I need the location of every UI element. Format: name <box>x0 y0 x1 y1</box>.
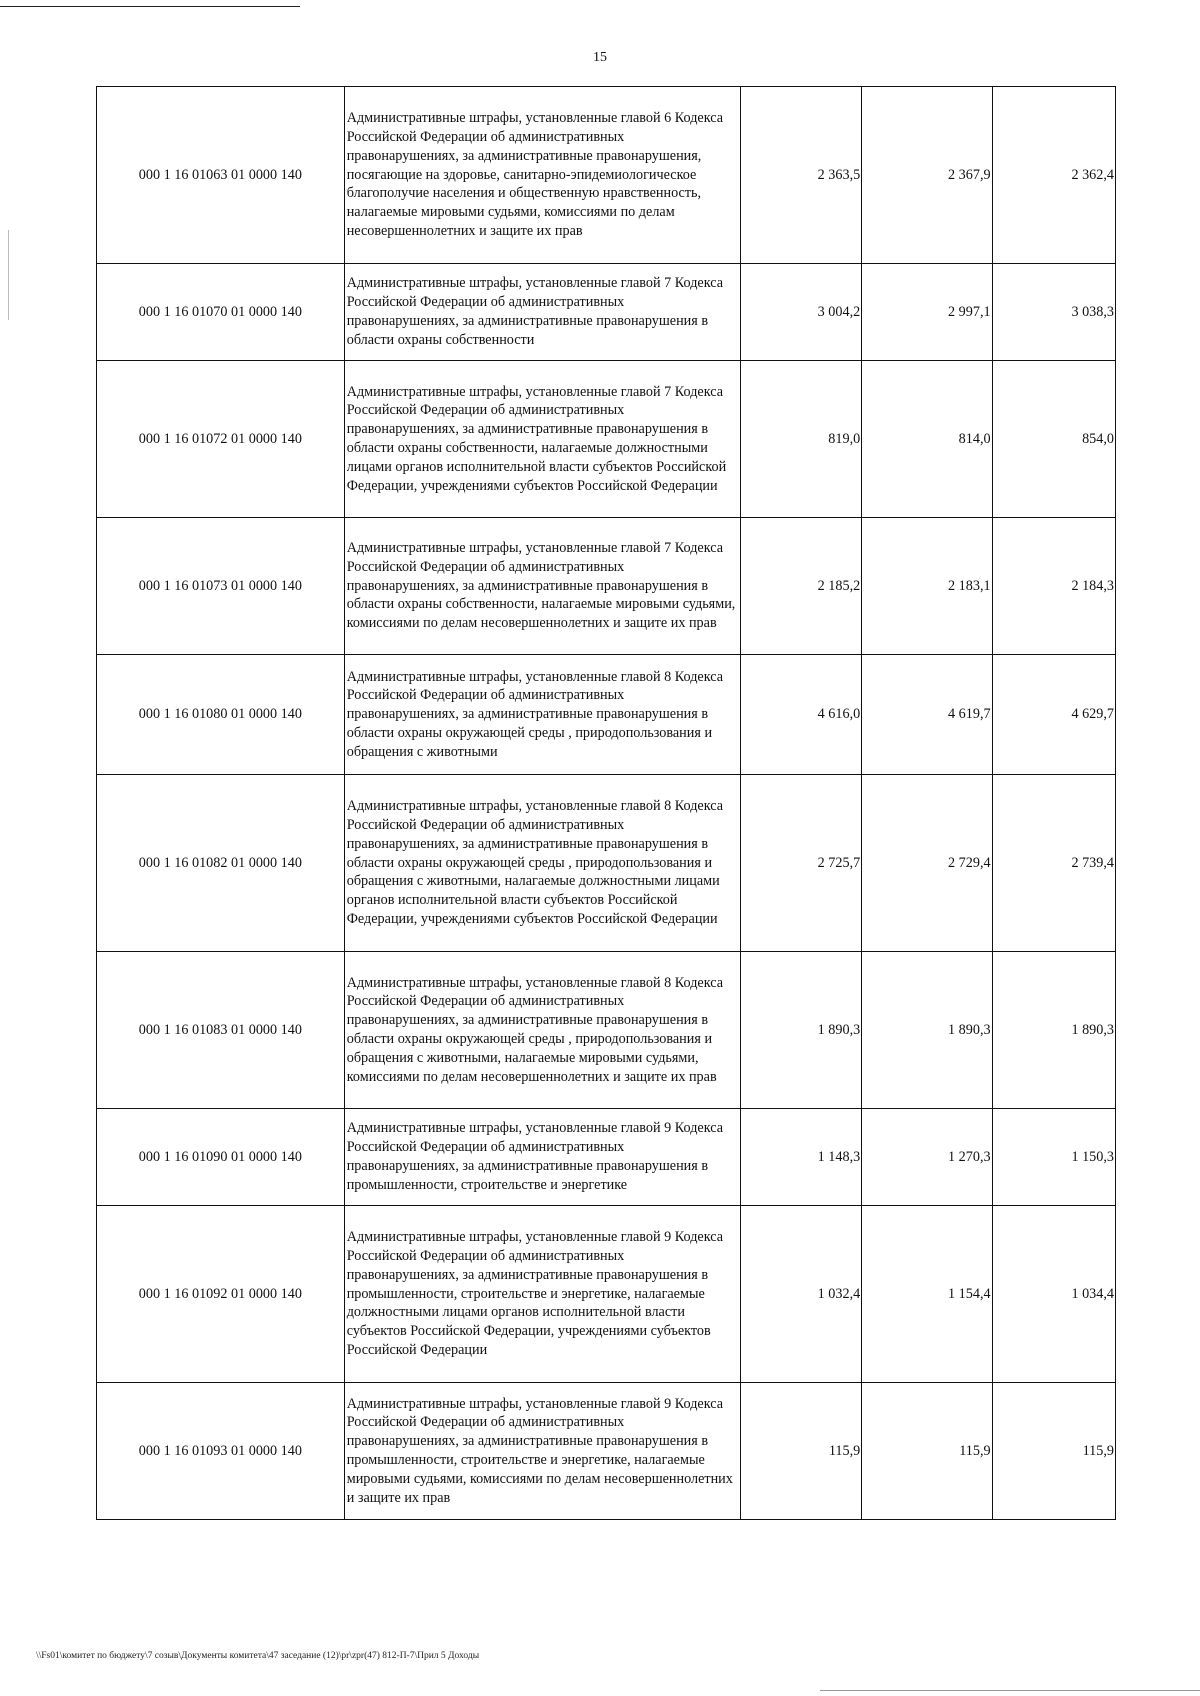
value-cell-3: 1 150,3 <box>992 1109 1115 1206</box>
value-cell-3: 1 890,3 <box>992 952 1115 1109</box>
budget-code-cell: 000 1 16 01093 01 0000 140 <box>97 1383 345 1520</box>
table-row <box>97 1109 1116 1206</box>
value-cell-3: 4 629,7 <box>992 655 1115 775</box>
budget-code-cell: 000 1 16 01073 01 0000 140 <box>97 518 345 655</box>
value-cell-1: 4 616,0 <box>740 655 861 775</box>
description-cell: Административные штрафы, установленные главой 8 Кодекса Российской Федерации об административных правонарушениях, за административные правонарушения в области охраны окружающей среды , природопользования и обращения с животными, налагаемые должностными лицами органов исполнительной власти субъектов Российской Федерации, учреждениями субъектов Российской Федерации <box>344 775 740 952</box>
budget-code-cell: 000 1 16 01072 01 0000 140 <box>97 361 345 518</box>
budget-code-cell: 000 1 16 01063 01 0000 140 <box>97 87 345 264</box>
scan-artifact-line <box>8 230 9 320</box>
value-cell-2: 4 619,7 <box>862 655 992 775</box>
budget-code-cell: 000 1 16 01092 01 0000 140 <box>97 1206 345 1383</box>
value-cell-2: 1 270,3 <box>862 1109 992 1206</box>
budget-code-cell: 000 1 16 01090 01 0000 140 <box>97 1109 345 1206</box>
value-cell-1: 1 032,4 <box>740 1206 861 1383</box>
scan-artifact-line <box>0 6 300 7</box>
footer-file-path: \\Fs01\комитет по бюджету\7 созыв\Документы комитета\47 заседание (12)\pr\zpr(47) 812-П-7\Прил 5 Доходы <box>36 1651 480 1661</box>
budget-code-cell: 000 1 16 01080 01 0000 140 <box>97 655 345 775</box>
budget-code-cell: 000 1 16 01082 01 0000 140 <box>97 775 345 952</box>
description-cell: Административные штрафы, установленные главой 8 Кодекса Российской Федерации об административных правонарушениях, за административные правонарушения в области охраны окружающей среды , природопользования и обращения с животными <box>344 655 740 775</box>
table-row <box>97 361 1116 518</box>
table-row <box>97 518 1116 655</box>
description-cell: Административные штрафы, установленные главой 9 Кодекса Российской Федерации об административных правонарушениях, за административные правонарушения в промышленности, строительстве и энергетике, налагаемые должностными лицами органов исполнительной власти субъектов Российской Федерации, учреждениями субъектов Российской Федерации <box>344 1206 740 1383</box>
value-cell-2: 2 729,4 <box>862 775 992 952</box>
value-cell-2: 1 890,3 <box>862 952 992 1109</box>
table-row <box>97 1383 1116 1520</box>
description-cell: Административные штрафы, установленные главой 7 Кодекса Российской Федерации об административных правонарушениях, за административные правонарушения в области охраны собственности, налагаемые мировыми судьями, комиссиями по делам несовершеннолетних и защите их прав <box>344 518 740 655</box>
value-cell-1: 115,9 <box>740 1383 861 1520</box>
budget-code-cell: 000 1 16 01083 01 0000 140 <box>97 952 345 1109</box>
value-cell-3: 3 038,3 <box>992 264 1115 361</box>
value-cell-3: 2 362,4 <box>992 87 1115 264</box>
value-cell-2: 115,9 <box>862 1383 992 1520</box>
description-cell: Административные штрафы, установленные главой 7 Кодекса Российской Федерации об административных правонарушениях, за административные правонарушения в области охраны собственности, налагаемые должностными лицами органов исполнительной власти субъектов Российской Федерации, учреждениями субъектов Российской Федерации <box>344 361 740 518</box>
value-cell-1: 1 890,3 <box>740 952 861 1109</box>
value-cell-1: 1 148,3 <box>740 1109 861 1206</box>
description-cell: Административные штрафы, установленные главой 8 Кодекса Российской Федерации об административных правонарушениях, за административные правонарушения в области охраны окружающей среды , природопользования и обращения с животными, налагаемые мировыми судьями, комиссиями по делам несовершеннолетних и защите их прав <box>344 952 740 1109</box>
value-cell-2: 1 154,4 <box>862 1206 992 1383</box>
value-cell-2: 2 997,1 <box>862 264 992 361</box>
value-cell-3: 854,0 <box>992 361 1115 518</box>
table-row <box>97 87 1116 264</box>
table-row <box>97 655 1116 775</box>
description-cell: Административные штрафы, установленные главой 9 Кодекса Российской Федерации об административных правонарушениях, за административные правонарушения в промышленности, строительстве и энергетике, налагаемые мировыми судьями, комиссиями по делам несовершеннолетних и защите их прав <box>344 1383 740 1520</box>
value-cell-3: 115,9 <box>992 1383 1115 1520</box>
description-cell: Административные штрафы, установленные главой 7 Кодекса Российской Федерации об административных правонарушениях, за административные правонарушения в области охраны собственности <box>344 264 740 361</box>
value-cell-3: 1 034,4 <box>992 1206 1115 1383</box>
value-cell-2: 2 183,1 <box>862 518 992 655</box>
table-row <box>97 952 1116 1109</box>
value-cell-1: 3 004,2 <box>740 264 861 361</box>
table-row <box>97 775 1116 952</box>
table-row <box>97 264 1116 361</box>
value-cell-1: 2 363,5 <box>740 87 861 264</box>
revenue-table <box>96 86 1116 1520</box>
value-cell-1: 2 725,7 <box>740 775 861 952</box>
table-body <box>97 87 1116 1520</box>
value-cell-1: 819,0 <box>740 361 861 518</box>
value-cell-2: 814,0 <box>862 361 992 518</box>
description-cell: Административные штрафы, установленные главой 6 Кодекса Российской Федерации об административных правонарушениях, за административные правонарушения, посягающие на здоровье, санитарно-эпидемиологическое благополучие населения и общественную нравственность, налагаемые мировыми судьями, комиссиями по делам несовершеннолетних и защите их прав <box>344 87 740 264</box>
value-cell-1: 2 185,2 <box>740 518 861 655</box>
budget-code-cell: 000 1 16 01070 01 0000 140 <box>97 264 345 361</box>
scan-artifact-line <box>820 1690 1200 1691</box>
value-cell-3: 2 184,3 <box>992 518 1115 655</box>
description-cell: Административные штрафы, установленные главой 9 Кодекса Российской Федерации об административных правонарушениях, за административные правонарушения в промышленности, строительстве и энергетике <box>344 1109 740 1206</box>
table-row <box>97 1206 1116 1383</box>
value-cell-2: 2 367,9 <box>862 87 992 264</box>
page-number: 15 <box>593 50 607 65</box>
value-cell-3: 2 739,4 <box>992 775 1115 952</box>
